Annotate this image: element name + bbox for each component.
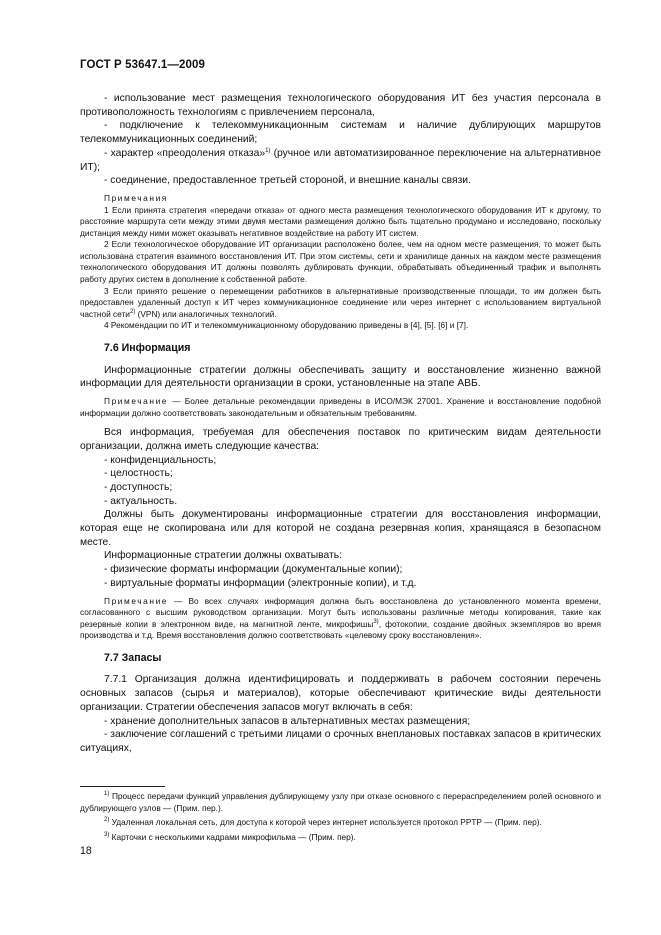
note-item — [80, 286, 601, 321]
note-text: — Во всех случаях информация должна быть восстановлена до установленного момента времени, согласованного с высшим руководством организации. Могут быть использованы различные методы копирования, такие как резервные копии в электронном виде, на магнитной ленте, микрофишы — [80, 595, 601, 629]
note-text: — Более детальные рекомендации приведены в ИСО/МЭК 27001. Хранение и восстановление подобной информации должно соответствовать законодательным и обязательным требованиям. — [80, 395, 601, 418]
note-item: 2 Если технологическое оборудование ИТ организации расположено более, чем на одном месте размещения, то может быть использована стратегия взаимного восстановления ИТ. При этом системы, сети и хранилище данных на каждом месте размещения технологического оборудования ИТ должны позволять дублировать функции, обрабатывать объединенный трафик и выполнять работу других систем в дополнение к собственной работе. — [80, 239, 601, 285]
note-label: Примечание — [104, 595, 169, 606]
list-item-text: (ручное или автоматизированное переключение на альтернативное ИТ); — [80, 147, 601, 173]
footnote-text: Удаленная локальная сеть, для доступа к которой через интернет используется протокол PPTP — (Прим. пер). — [111, 817, 542, 828]
note-paragraph — [80, 596, 601, 642]
page-content — [80, 92, 601, 756]
list-item: - соединение, предоставленное третьей стороной, и внешние каналы связи. — [104, 175, 471, 187]
paragraph: Информационные стратегии должны обеспечивать защиту и восстановление жизненно важной информации для деятельности организации в сроки, установленные на этапе АВБ. — [80, 364, 601, 390]
footnote-divider — [80, 786, 165, 787]
list-item: - целостность; — [104, 468, 173, 480]
footnote-ref: 3) — [373, 618, 379, 625]
note-paragraph — [80, 396, 601, 419]
paragraph: Вся информация, требуемая для обеспечения поставок по критическим видам деятельности организации, должна иметь следующие качества: — [80, 427, 601, 452]
page-number: 18 — [80, 845, 92, 857]
list-item-text: - характер «преодоления отказа» — [104, 147, 266, 159]
footnote-text: Карточки с несколькими кадрами микрофильма — (Прим. пер). — [111, 831, 356, 842]
note-text: , фотокопии, создание двойных экземпляров во время производства и т.д. Время восстановления должно соответствовать «целевому сроку восстановления». — [80, 618, 602, 641]
note-text: 3 Если принято решение о перемещении работников в альтернативные производственные площади, то им должен быть предоставлен удаленный доступ к ИТ через коммуникационное соединение или через интернет с использованием виртуальной частной сети — [80, 285, 601, 319]
note-text: (VPN) или аналогичных технологий. — [137, 308, 277, 319]
document-header: ГОСТ Р 53647.1—2009 — [80, 59, 205, 71]
footnote — [80, 817, 601, 829]
paragraph: 7.7.1 Организация должна идентифицировать и поддерживать в рабочем состоянии перечень основных запасов (сырья и материалов), которые обеспечивают критические виды деятельности организации. Стратегии обеспечения запасов могут включать в себя: — [80, 674, 601, 713]
footnote-mark: 2) — [104, 817, 110, 824]
footnotes — [80, 791, 601, 846]
list-item: - физические форматы информации (документальные копии); — [104, 564, 403, 576]
list-item: - хранение дополнительных запасов в альтернативных местах размещения; — [104, 715, 471, 727]
footnote-mark: 1) — [104, 791, 110, 797]
list-item: - конфиденциальность; — [104, 454, 217, 466]
paragraph: Должны быть документированы информационные стратегии для восстановления информации, которая еще не скопирована или для которой не создана резервная копия, хранящаяся в безопасном месте. — [80, 509, 601, 548]
list-item: - виртуальные форматы информации (электронные копии), и т.д. — [104, 577, 417, 589]
notes-title: Примечания — [104, 192, 168, 203]
footnote-mark: 3) — [104, 831, 110, 838]
footnote-ref: 2) — [129, 308, 136, 315]
list-item: - актуальность. — [104, 495, 178, 507]
note-label: Примечание — [104, 395, 169, 406]
list-item: - подключение к телекоммуникационным системам и наличие дублирующих маршрутов телекоммуникационных соединений; — [80, 120, 601, 146]
list-item — [80, 147, 601, 174]
footnote-text: Процесс передачи функций управления дублирующему узлу при отказе основного с перераспределением ролей основного и дублирующего узлов — (Прим. пер.). — [80, 791, 602, 813]
section-heading-7-6: 7.6 Информация — [104, 342, 191, 355]
list-item: - заключение соглашений с третьими лицами о срочных внеплановых поставках запасов в критических ситуациях, — [80, 729, 601, 754]
footnote-ref: 1) — [265, 147, 271, 154]
list-item: - использование мест размещения технологического оборудования ИТ без участия персонала в противоположность технологиям с привлечением персонала, — [80, 93, 601, 118]
note-item: 4 Рекомендации по ИТ и телекоммуникационному оборудованию приведены в [4], [5]. [6] и [7]. — [104, 320, 469, 331]
list-item: - доступность; — [104, 481, 173, 493]
paragraph: Информационные стратегии должны охватывать: — [104, 550, 342, 562]
footnote — [80, 832, 601, 844]
note-item: 1 Если принята стратегия «передачи отказа» от одного места размещения технологического оборудования ИТ к другому, то расстояние маршрута сети между этими двумя местами размещения должно быть тщательно продумано и исследовано, поскольку дистанция между ними может оказывать негативное воздействие на работу ИТ систем. — [80, 204, 601, 238]
footnote — [80, 791, 601, 814]
section-heading-7-7: 7.7 Запасы — [104, 651, 162, 664]
